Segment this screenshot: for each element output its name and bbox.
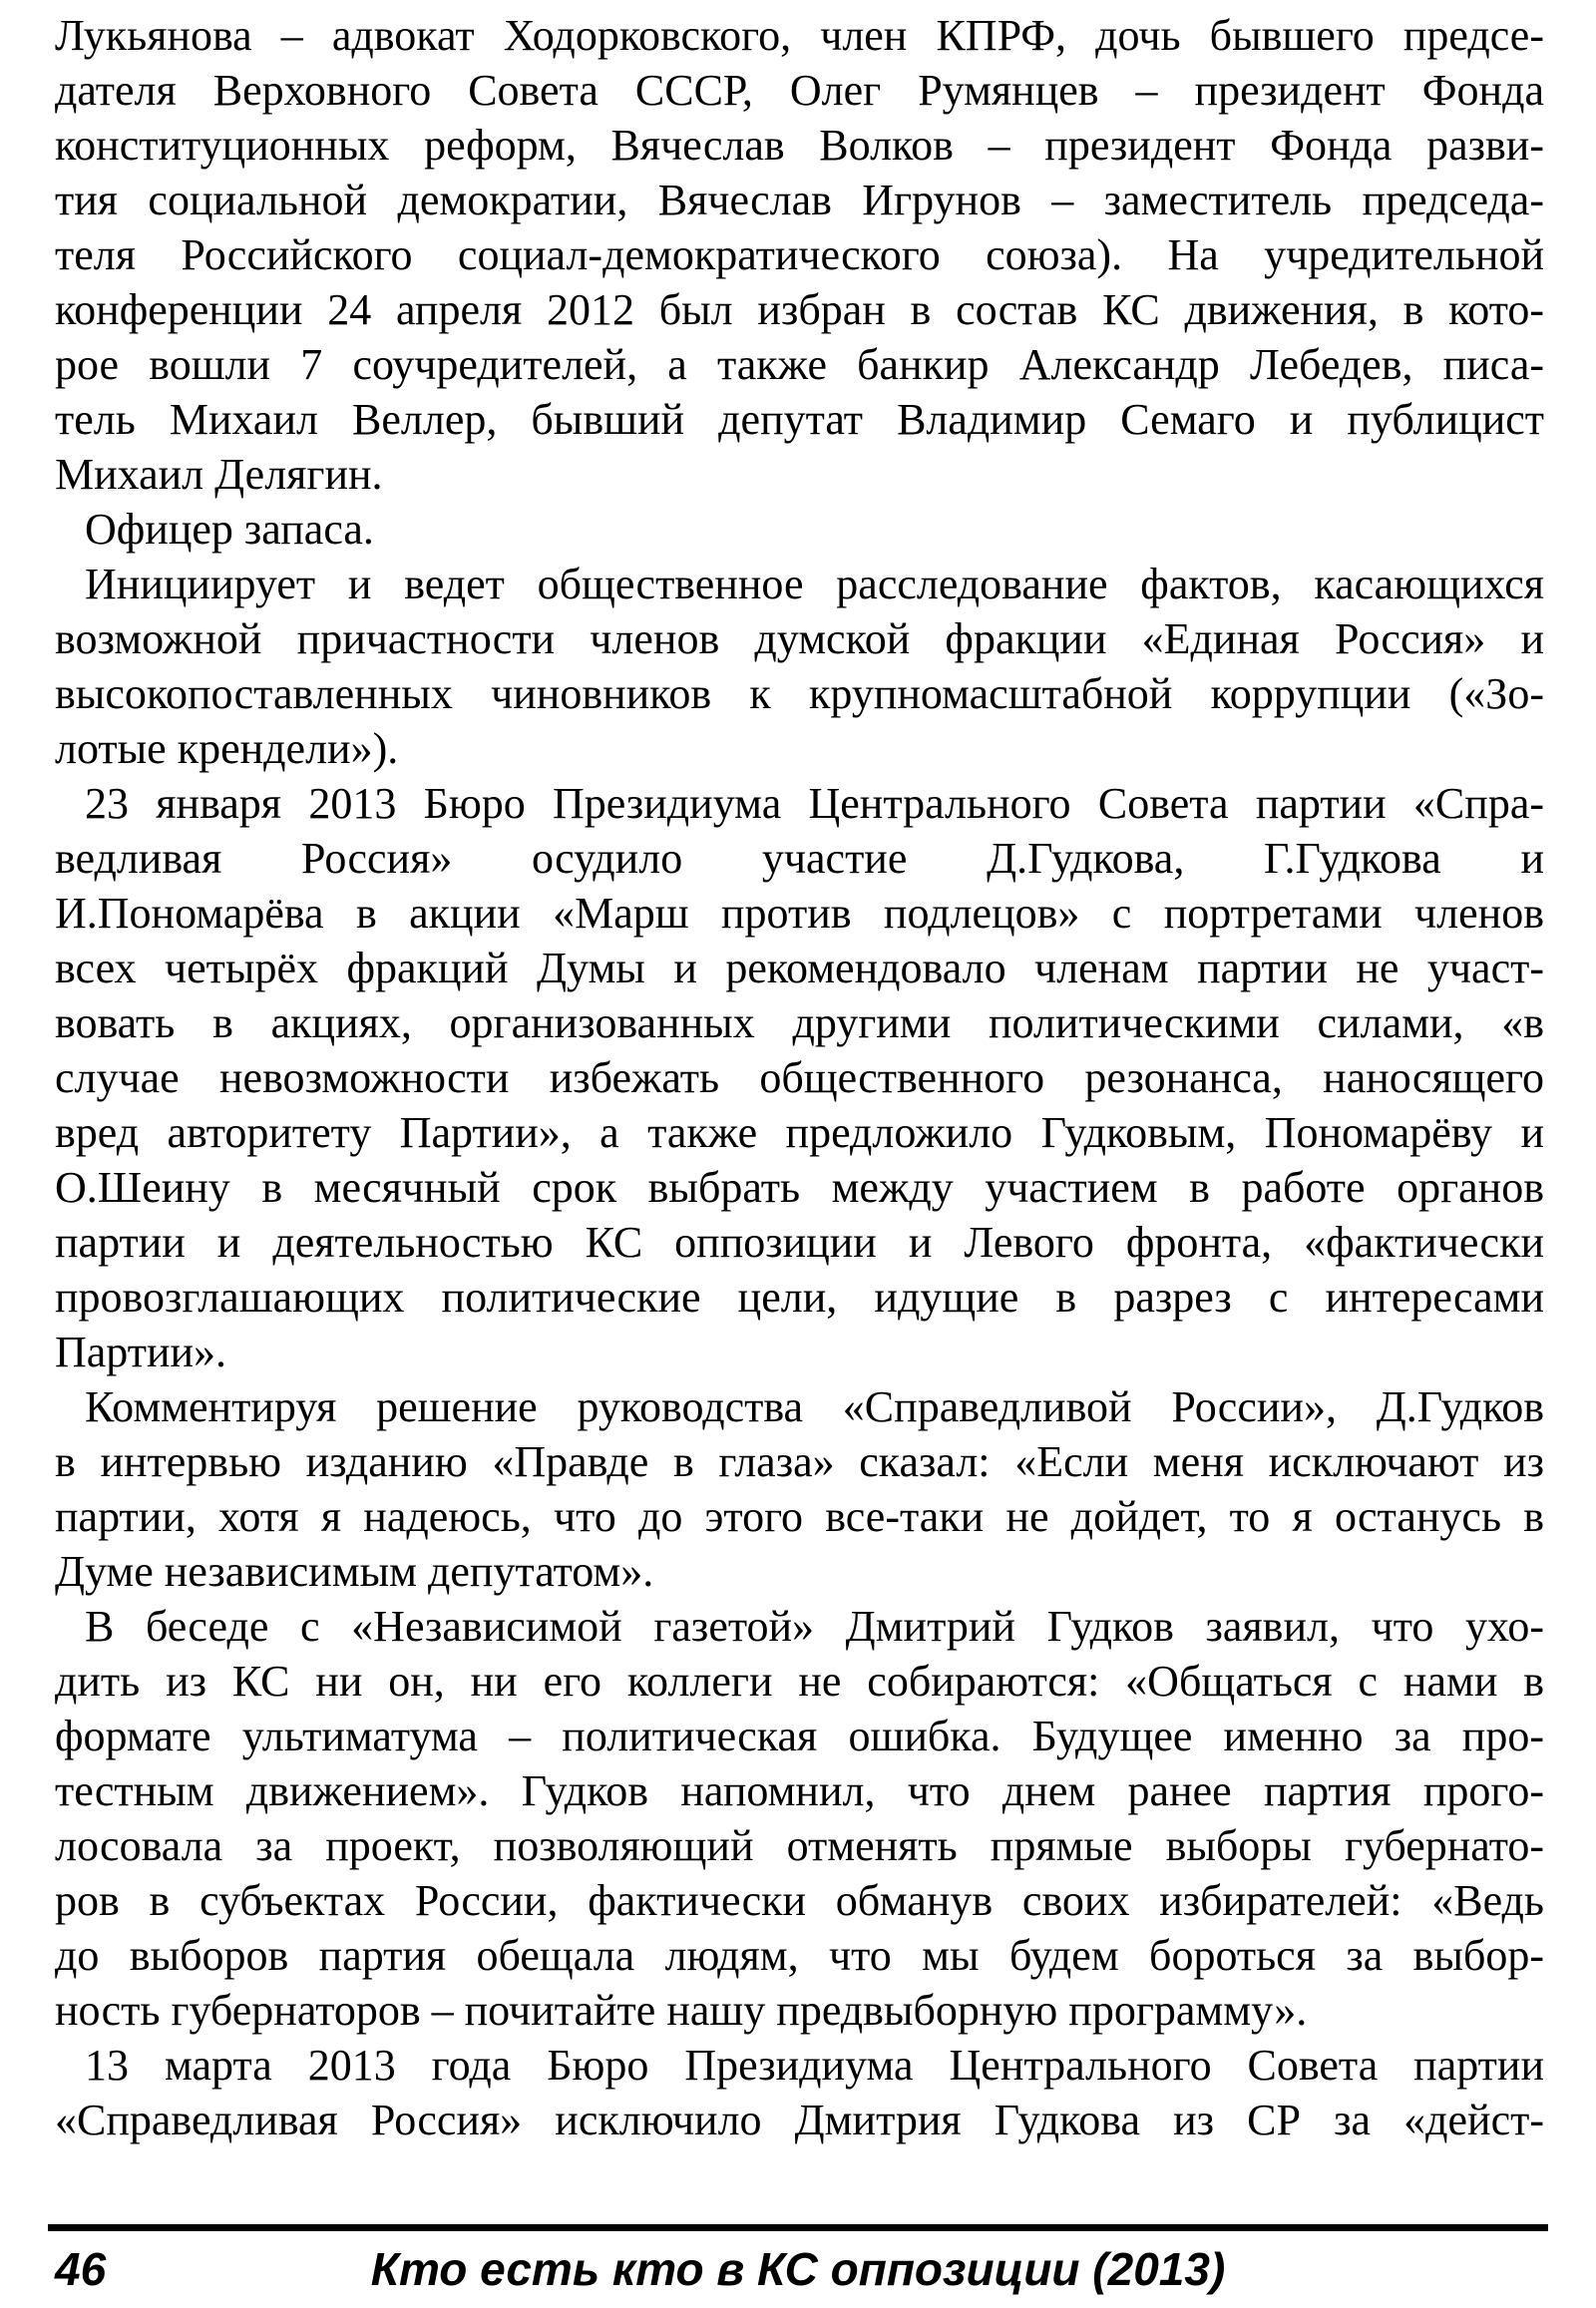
- page-body: [55, 8, 1544, 2147]
- text-line: случае невозможности избежать общественного резонанса, наносящего: [55, 1053, 1544, 1102]
- footer-row: [48, 2242, 1548, 2302]
- text-line: высокопоставленных чиновников к крупномасштабной коррупции («Зо-: [55, 669, 1544, 718]
- text-line: ведливая Россия» осудило участие Д.Гудкова, Г.Гудкова и: [55, 834, 1544, 883]
- text-line: лотые крендели»).: [55, 724, 399, 773]
- text-line: вред авторитету Партии», а также предложило Гудковым, Пономарёву и: [55, 1108, 1544, 1157]
- footer-rule: [48, 2224, 1548, 2231]
- text-line: дить из КС ни он, ни его коллеги не собираются: «Общаться с нами в: [55, 1657, 1544, 1706]
- text-line: Партии».: [55, 1328, 227, 1376]
- text-line: Инициирует и ведет общественное расследование фактов, касающихся: [85, 560, 1544, 608]
- text-line: Комментируя решение руководства «Справедливой России», Д.Гудков: [85, 1382, 1544, 1431]
- text-line: тестным движением». Гудков напомнил, что днем ранее партия прого-: [55, 1766, 1544, 1815]
- text-line: партии, хотя я надеюсь, что до этого все-таки не дойдет, то я останусь в: [55, 1492, 1544, 1541]
- text-line: до выборов партия обещала людям, что мы будем бороться за выбор-: [55, 1931, 1544, 1980]
- text-line: Думе независимым депутатом».: [55, 1547, 654, 1596]
- paragraph: [55, 557, 1544, 776]
- paragraph: [55, 2038, 1544, 2147]
- page-number: 46: [55, 2243, 107, 2295]
- text-line: конституционных реформ, Вячеслав Волков – президент Фонда разви-: [55, 121, 1544, 170]
- text-line: вовать в акциях, организованных другими политическими силами, «в: [55, 998, 1544, 1047]
- paragraph: [55, 502, 1544, 557]
- text-line: в интервью изданию «Правде в глаза» сказал: «Если меня исключают из: [55, 1437, 1544, 1486]
- paragraph: [55, 1599, 1544, 2038]
- text-line: Лукьянова – адвокат Ходорковского, член КПРФ, дочь бывшего предсе-: [55, 11, 1544, 60]
- text-line: И.Пономарёва в акции «Марш против подлецов» с портретами членов: [55, 889, 1544, 938]
- text-line: Михаил Делягин.: [55, 450, 383, 499]
- text-line: 23 января 2013 Бюро Президиума Центрального Совета партии «Спра-: [85, 779, 1544, 828]
- text-line: лосовала за проект, позволяющий отменять прямые выборы губернато-: [55, 1821, 1544, 1870]
- paragraph: [55, 8, 1544, 502]
- footer-title: Кто есть кто в КС оппозиции (2013): [370, 2243, 1226, 2295]
- text-line: провозглашающих политические цели, идущие в разрез с интересами: [55, 1273, 1544, 1322]
- text-line: партии и деятельностью КС оппозиции и Левого фронта, «фактически: [55, 1218, 1544, 1267]
- text-line: дателя Верховного Совета СССР, Олег Румянцев – президент Фонда: [55, 66, 1544, 115]
- page-footer: [48, 2224, 1548, 2302]
- text-line: 13 марта 2013 года Бюро Президиума Центрального Совета партии: [85, 2041, 1544, 2090]
- text-line: всех четырёх фракций Думы и рекомендовало членам партии не участ-: [55, 944, 1544, 992]
- text-line: «Справедливая Россия» исключило Дмитрия Гудкова из СР за «дейст-: [55, 2096, 1544, 2144]
- text-line: рое вошли 7 соучредителей, а также банкир Александр Лебедев, писа-: [55, 340, 1544, 389]
- text-line: Офицер запаса.: [85, 505, 374, 554]
- text-line: О.Шеину в месячный срок выбрать между участием в работе органов: [55, 1163, 1544, 1212]
- text-line: ров в субъектах России, фактически обманув своих избирателей: «Ведь: [55, 1876, 1544, 1925]
- text-line: В беседе с «Независимой газетой» Дмитрий Гудков заявил, что ухо-: [85, 1602, 1544, 1651]
- text-line: теля Российского социал-демократического союза). На учредительной: [55, 230, 1544, 279]
- text-line: тель Михаил Веллер, бывший депутат Владимир Семаго и публицист: [55, 395, 1544, 444]
- text-line: ность губернаторов – почитайте нашу предвыборную программу».: [55, 1986, 1308, 2035]
- text-line: возможной причастности членов думской фракции «Единая Россия» и: [55, 614, 1544, 663]
- paragraph: [55, 776, 1544, 1379]
- text-line: тия социальной демократии, Вячеслав Игрунов – заместитель председа-: [55, 176, 1544, 224]
- paragraph: [55, 1379, 1544, 1599]
- text-line: конференции 24 апреля 2012 был избран в состав КС движения, в кото-: [55, 285, 1544, 334]
- text-line: формате ультиматума – политическая ошибка. Будущее именно за про-: [55, 1712, 1544, 1760]
